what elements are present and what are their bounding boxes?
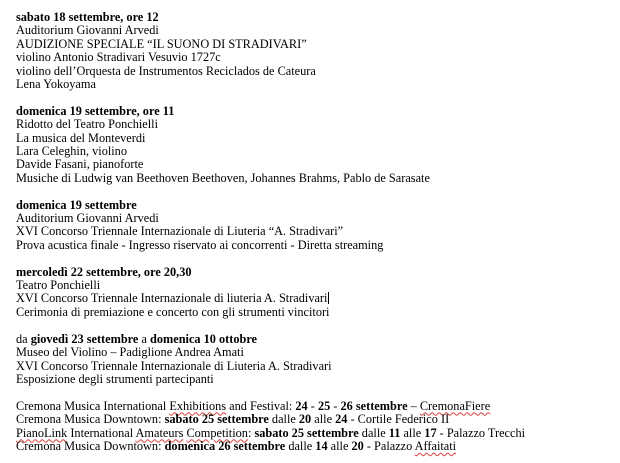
text-part: PianoLink (16, 425, 68, 440)
event-note: Esposizione degli strumenti partecipanti (16, 371, 214, 386)
event-heading (16, 105, 616, 118)
footer-line-3 (16, 427, 616, 440)
event-title-line (16, 292, 616, 305)
footer-line-2 (16, 413, 616, 426)
text-part: International (67, 425, 136, 440)
heading-part: giovedì 23 settembre (30, 331, 139, 346)
text-part: Cremona Musica International (16, 398, 170, 413)
event-heading-text: domenica 19 settembre, ore 11 (16, 103, 175, 118)
event-block-5 (16, 333, 616, 387)
venue: Teatro Ponchielli (16, 278, 101, 293)
event-title: XVI Concorso Triennale Internazionale di liuteria A. Stradivari (16, 291, 328, 306)
text-part: - (330, 398, 341, 413)
text-part: : (247, 425, 255, 440)
venue: Museo del Violino – Padiglione Andrea Amati (16, 345, 244, 360)
venue: Ridotto del Teatro Ponchielli (16, 117, 159, 132)
text-part: - (307, 398, 318, 413)
text-part: alle (400, 425, 425, 440)
program-line: Musiche di Ludwig van Beethoven Beethoven, Johannes Brahms, Pablo de Sarasate (16, 170, 430, 185)
text-part: dalle (285, 438, 316, 453)
text-part: sabato 25 settembre (254, 425, 359, 440)
event-heading (16, 333, 616, 346)
performer: Davide Fasani, pianoforte (16, 157, 144, 172)
text-part: Amateurs (135, 425, 184, 440)
event-note: Prova acustica finale - Ingresso riservato ai concorrenti - Diretta streaming (16, 237, 384, 252)
text-part: and Festival: (226, 398, 296, 413)
text-part: Cremona Musica Downtown: (16, 412, 165, 427)
text-part: 11 (388, 425, 401, 440)
event-title: XVI Concorso Triennale Internazionale di Liuteria “A. Stradivari” (16, 224, 344, 239)
text-part: - Palazzo (363, 438, 415, 453)
heading-part: da (16, 331, 31, 346)
event-heading-text: sabato 18 settembre, ore 12 (16, 10, 159, 24)
text-part: 20 (298, 412, 312, 427)
heading-part: domenica 10 ottobre (150, 331, 258, 346)
event-heading (16, 199, 616, 212)
text-part: 24 (295, 398, 308, 413)
orchestra-text: violino dell’Orquesta de Instrumentos Reciclados de Cateura (16, 63, 316, 78)
event-block-2 (16, 105, 616, 185)
text-part: - Cortile Federico II (347, 412, 450, 427)
heading-part: a (138, 331, 150, 346)
text-part: Exhibitions (169, 398, 227, 413)
text-part: – (407, 398, 420, 413)
text-part: 26 settembre (340, 398, 408, 413)
text-part: Affaitati (414, 438, 457, 453)
text-part: Cremona Musica Downtown: (16, 438, 165, 453)
text-part: dalle (268, 412, 299, 427)
event-title: XVI Concorso Triennale Internazionale di Liuteria A. Stradivari (16, 358, 332, 373)
text-part: 17 (424, 425, 437, 440)
text-part: 20 (351, 438, 364, 453)
event-heading (16, 266, 616, 279)
text-part: alle (311, 412, 336, 427)
event-title: La musica del Monteverdi (16, 130, 146, 145)
performer: Lara Celeghin, violino (16, 144, 127, 159)
footer-line-1 (16, 400, 616, 413)
venue: Auditorium Giovanni Arvedi (16, 23, 159, 38)
text-part: 14 (315, 438, 328, 453)
venue: Auditorium Giovanni Arvedi (16, 211, 159, 226)
text-part: domenica 26 settembre (164, 438, 286, 453)
event-block-1 (16, 11, 616, 91)
text-part: Competition (186, 425, 248, 440)
text-part: 24 (335, 412, 348, 427)
text-part: sabato 25 settembre (164, 412, 269, 427)
event-block-3 (16, 199, 616, 253)
event-heading (16, 11, 616, 24)
text-part: 25 (317, 398, 331, 413)
event-title: AUDIZIONE SPECIALE “IL SUONO DI STRADIVARI” (16, 36, 307, 51)
text-part: CremonaFiere (419, 398, 491, 413)
footer-list (16, 400, 616, 454)
event-heading-text: mercoledì 22 settembre, ore 20,30 (16, 264, 192, 279)
performer: Lena Yokoyama (16, 77, 96, 92)
footer-line-4 (16, 440, 616, 453)
event-note: Cerimonia di premiazione e concerto con gli strumenti vincitori (16, 304, 330, 319)
orchestra-line (16, 65, 616, 78)
event-heading-text: domenica 19 settembre (16, 197, 137, 212)
text-part: - Palazzo Trecchi (436, 425, 526, 440)
event-block-4 (16, 266, 616, 320)
text-part: dalle (358, 425, 389, 440)
text-cursor (328, 292, 329, 304)
text-part: alle (327, 438, 352, 453)
instrument-line: violino Antonio Stradivari Vesuvio 1727c (16, 50, 221, 65)
